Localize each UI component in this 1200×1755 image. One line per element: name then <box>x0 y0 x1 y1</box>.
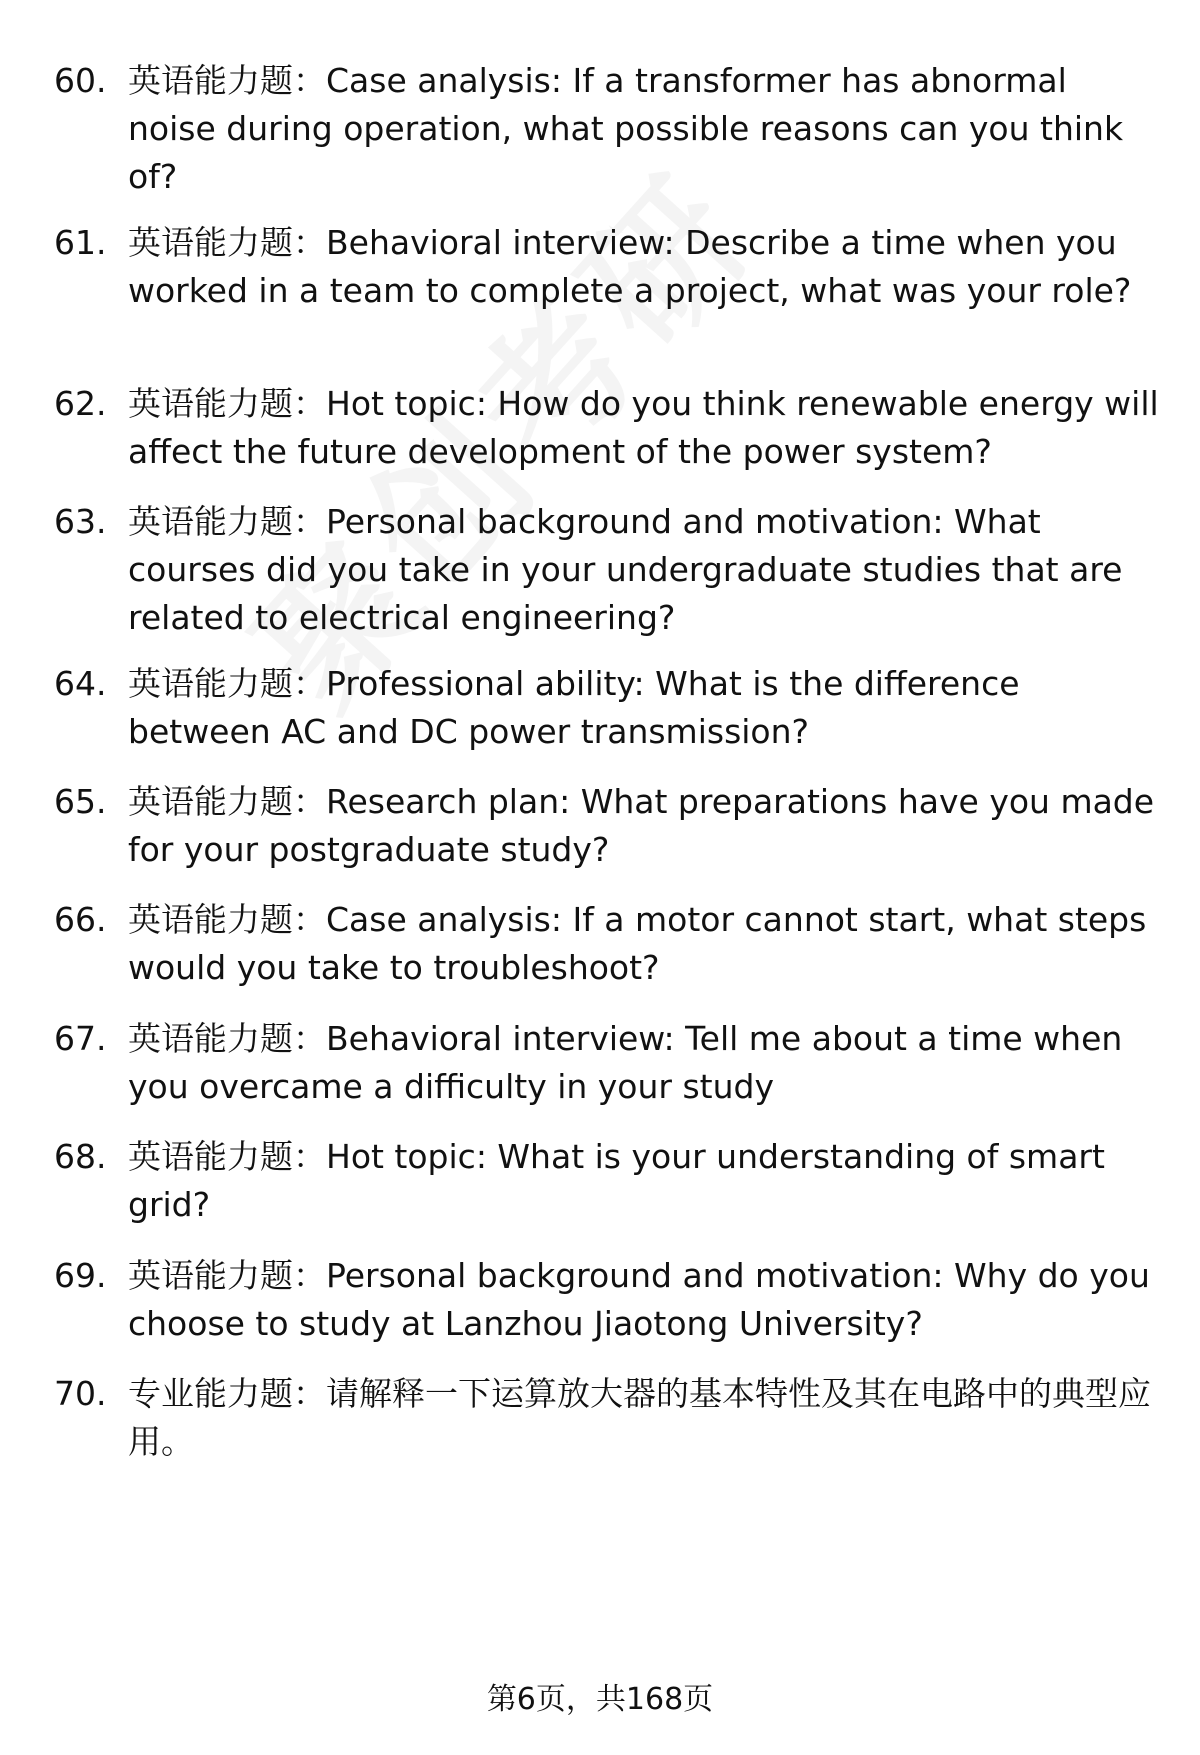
question-number: 66. <box>54 900 107 939</box>
question-number: 68. <box>54 1137 107 1176</box>
question-text: 英语能力题：Behavioral interview: Describe a time when you worked in a team to complete a project, what was your role? <box>128 223 1132 310</box>
question-number: 65. <box>54 782 107 821</box>
question-text: 英语能力题：Case analysis: If a motor cannot start, what steps would you take to troubleshoot? <box>128 900 1147 987</box>
question-number: 70. <box>54 1374 107 1413</box>
question-text: 英语能力题：Personal background and motivation: What courses did you take in your undergraduate studies that are related to electrical engineering? <box>128 502 1123 637</box>
page-indicator: 第6页，共168页 <box>486 1682 714 1717</box>
question-text: 英语能力题：Professional ability: What is the difference between AC and DC power transmission? <box>128 664 1020 751</box>
question-text: 英语能力题：Behavioral interview: Tell me about a time when you overcame a difficulty in your study <box>128 1019 1123 1106</box>
question-number: 67. <box>54 1019 107 1058</box>
question-text: 专业能力题：请解释一下运算放大器的基本特性及其在电路中的典型应用。 <box>128 1374 1151 1461</box>
question-number: 60. <box>54 61 107 100</box>
question-number: 69. <box>54 1256 107 1295</box>
question-text: 英语能力题：Personal background and motivation: Why do you choose to study at Lanzhou Jiaotong University? <box>128 1256 1150 1343</box>
question-number: 61. <box>54 223 107 262</box>
question-text: 英语能力题：Case analysis: If a transformer has abnormal noise during operation, what possible reasons can you think of? <box>128 61 1124 196</box>
question-text: 英语能力题：Research plan: What preparations have you made for your postgraduate study? <box>128 782 1155 869</box>
question-text: 英语能力题：Hot topic: How do you think renewable energy will affect the future development of the power system? <box>128 384 1159 471</box>
question-number: 62. <box>54 384 107 423</box>
question-number: 63. <box>54 502 107 541</box>
question-text: 英语能力题：Hot topic: What is your understanding of smart grid? <box>128 1137 1105 1224</box>
question-number: 64. <box>54 664 107 703</box>
